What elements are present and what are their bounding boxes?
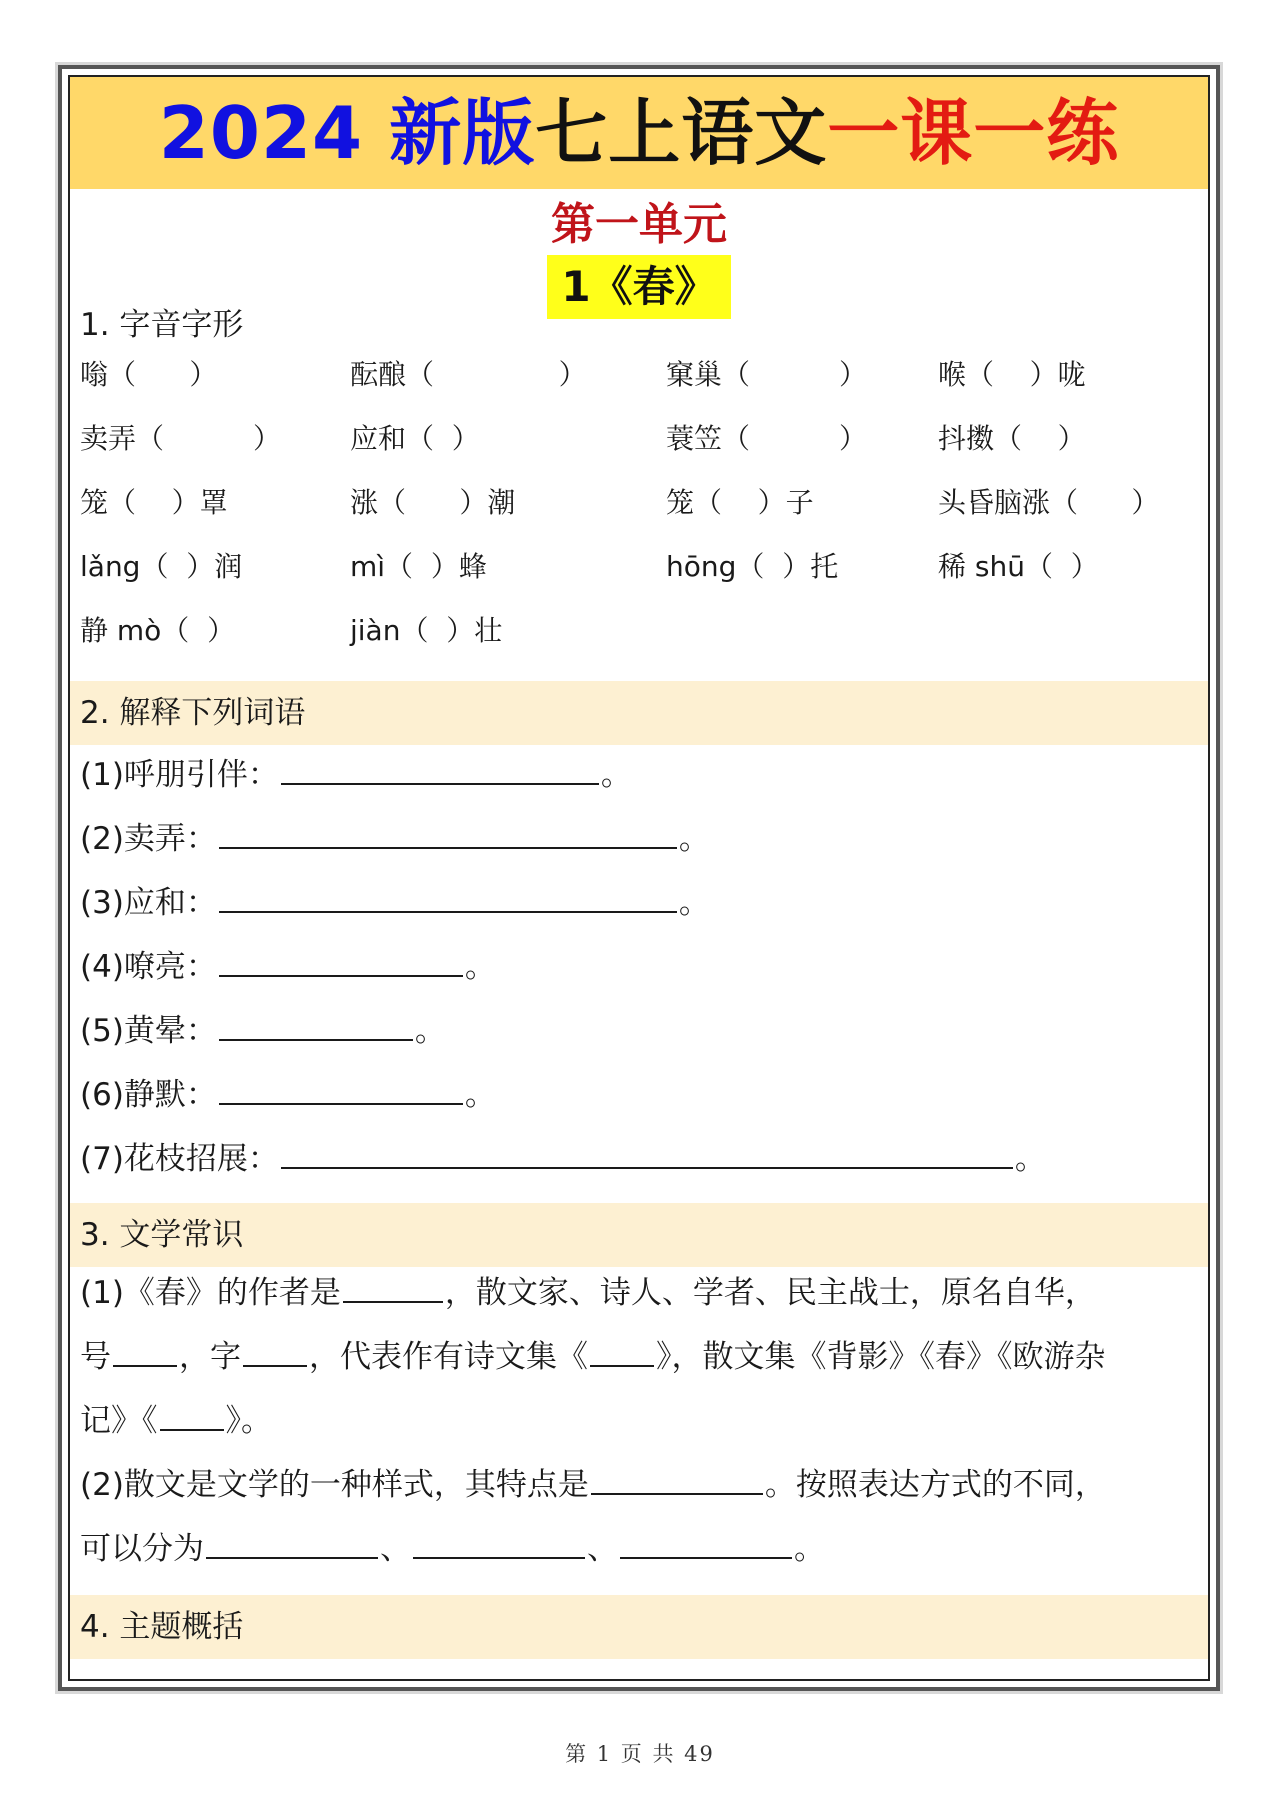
definition-item: (5)黄晕： 。 — [80, 1009, 446, 1053]
definition-item: (2)卖弄： 。 — [80, 817, 710, 861]
section-3-heading: 3. 文学常识 — [70, 1203, 1208, 1267]
page-footer: 第 1 页 共 49 — [565, 1742, 715, 1766]
page-inner-border — [68, 75, 1210, 1681]
answer-blank[interactable] — [281, 753, 599, 785]
definition-item: (6)静默： 。 — [80, 1073, 496, 1117]
definition-label: (3)应和： — [80, 885, 217, 921]
lesson-title: 1《春》 — [547, 255, 730, 319]
literature-q1-line2: 号 ，字 ，代表作有诗文集《 》，散文集《背影》《春》《欧游杂 — [80, 1335, 1106, 1379]
answer-blank[interactable] — [219, 817, 677, 849]
definition-label: (4)嘹亮： — [80, 949, 217, 985]
literature-q2-line1: (2)散文是文学的一种样式，其特点是 。按照表达方式的不同， — [80, 1463, 1106, 1507]
pinyin-item: 应和（ ） — [350, 422, 480, 455]
answer-blank[interactable] — [620, 1527, 792, 1559]
answer-blank[interactable] — [160, 1399, 224, 1431]
pinyin-item: 卖弄（ ） — [80, 422, 282, 455]
definition-item: (4)嘹亮： 。 — [80, 945, 496, 989]
literature-q2-line2: 可以分为 、 、 。 — [80, 1527, 825, 1571]
definition-label: (5)黄晕： — [80, 1013, 217, 1049]
answer-blank[interactable] — [219, 945, 463, 977]
answer-blank[interactable] — [243, 1335, 307, 1367]
definition-label: (6)静默： — [80, 1077, 217, 1113]
section-2-heading: 2. 解释下列词语 — [70, 681, 1208, 745]
literature-q1-line3: 记》《 》。 — [80, 1399, 272, 1443]
title-part-year: 2024 新版 — [158, 91, 536, 175]
pinyin-item: jiàn（ ）壮 — [350, 614, 503, 647]
pinyin-item: lǎng（ ）润 — [80, 550, 243, 583]
literature-q1-line1: (1)《春》的作者是 ，散文家、诗人、学者、民主战士，原名自华， — [80, 1271, 1096, 1315]
title-part-subject: 七上语文 — [535, 91, 828, 175]
pinyin-item: 头昏脑涨（ ） — [938, 486, 1160, 519]
answer-blank[interactable] — [219, 881, 677, 913]
pinyin-item: hōng（ ）托 — [666, 550, 839, 583]
page-frame — [58, 65, 1220, 1691]
pinyin-item: 稀 shū（ ） — [938, 550, 1099, 583]
pinyin-item: 静 mò（ ） — [80, 614, 236, 647]
pinyin-item: 窠巢（ ） — [666, 358, 868, 391]
pinyin-item: 抖擞（ ） — [938, 422, 1086, 455]
definition-label: (2)卖弄： — [80, 821, 217, 857]
definition-item: (7)花枝招展： 。 — [80, 1137, 1046, 1181]
answer-blank[interactable] — [219, 1009, 413, 1041]
answer-blank[interactable] — [113, 1335, 177, 1367]
pinyin-item: 笼（ ）罩 — [80, 486, 228, 519]
definition-item: (3)应和： 。 — [80, 881, 710, 925]
pinyin-item: 酝酿（ ） — [350, 358, 587, 391]
answer-blank[interactable] — [590, 1335, 654, 1367]
section-1-heading: 1. 字音字形 — [80, 307, 244, 343]
title-part-series: 一课一练 — [827, 91, 1120, 175]
pinyin-item: 蓑笠（ ） — [666, 422, 868, 455]
answer-blank[interactable] — [281, 1137, 1013, 1169]
answer-blank[interactable] — [413, 1527, 585, 1559]
answer-blank[interactable] — [219, 1073, 463, 1105]
answer-blank[interactable] — [343, 1271, 443, 1303]
definition-item: (1)呼朋引伴： 。 — [80, 753, 632, 797]
answer-blank[interactable] — [591, 1463, 763, 1495]
answer-blank[interactable] — [206, 1527, 378, 1559]
title-banner — [70, 77, 1208, 189]
pinyin-item: 涨（ ）潮 — [350, 486, 516, 519]
definition-label: (7)花枝招展： — [80, 1141, 279, 1177]
pinyin-item: 嗡（ ） — [80, 358, 218, 391]
unit-heading: 第一单元 — [551, 199, 727, 250]
section-4-heading: 4. 主题概括 — [70, 1595, 1208, 1659]
definition-label: (1)呼朋引伴： — [80, 757, 279, 793]
pinyin-item: mì（ ）蜂 — [350, 550, 487, 583]
pinyin-item: 笼（ ）子 — [666, 486, 814, 519]
pinyin-item: 喉（ ）咙 — [938, 358, 1086, 391]
